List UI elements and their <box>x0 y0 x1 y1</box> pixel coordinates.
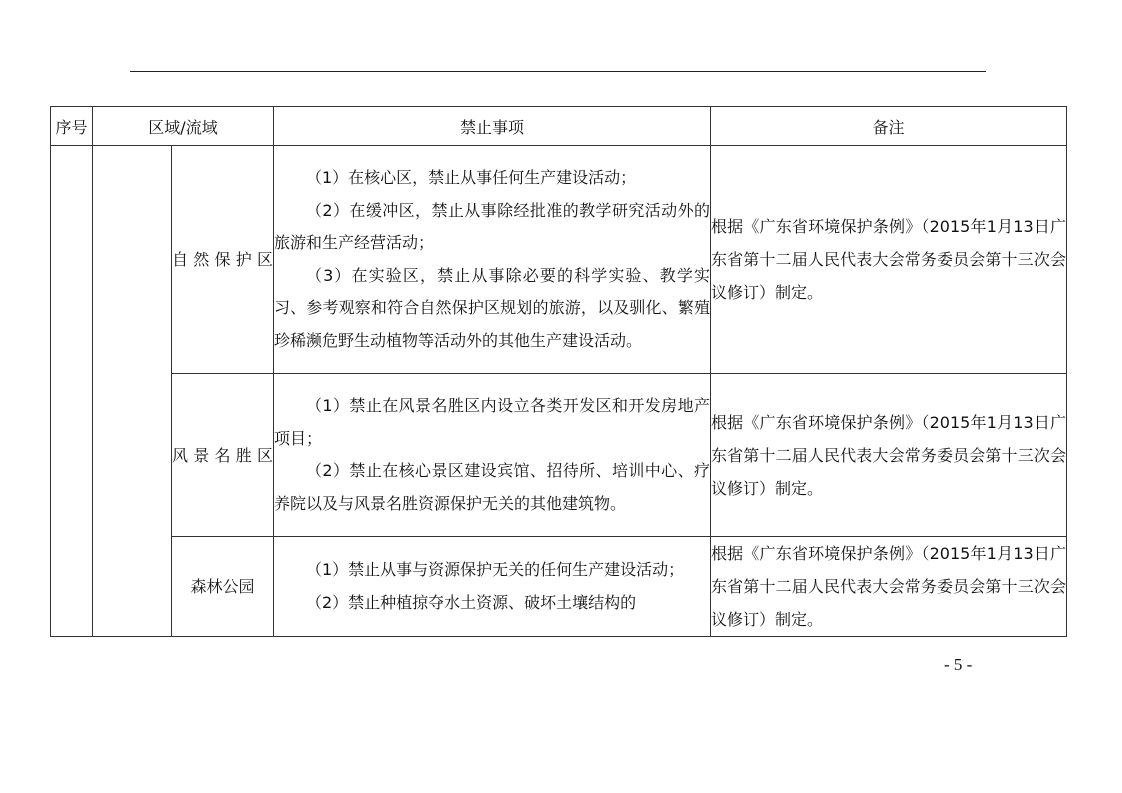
prohibited-item: （1）在核心区，禁止从事任何生产建设活动； <box>306 168 637 187</box>
note-cell: 根据《广东省环境保护条例》（2015年1月13日广东省第十二届人民代表大会常务委员会第十三次会议修订）制定。 <box>711 374 1067 537</box>
prohibited-items-cell <box>274 374 711 537</box>
prohibited-item: （2）在缓冲区，禁止从事除经批准的教学研究活动外的旅游和生产经营活动； <box>274 200 710 252</box>
table-row <box>51 146 1067 374</box>
area-name-cell: 自然保护区 <box>172 146 274 374</box>
page-number: - 5 - <box>944 655 973 674</box>
header-rule <box>130 71 986 72</box>
column-header-prohibited: 禁止事项 <box>274 107 711 146</box>
prohibited-item: （1）禁止从事与资源保护无关的任何生产建设活动； <box>306 560 685 579</box>
prohibited-item: （2）禁止种植掠夺水土资源、破坏土壤结构的 <box>306 592 637 612</box>
seq-cell <box>51 146 93 637</box>
note-cell: 根据《广东省环境保护条例》（2015年1月13日广东省第十二届人民代表大会常务委员会第十三次会议修订）制定。 <box>711 537 1067 637</box>
table-row <box>51 537 1067 637</box>
area-name-cell: 森林公园 <box>172 537 274 637</box>
prohibited-item: （3）在实验区，禁止从事除必要的科学实验、教学实习、参考观察和符合自然保护区规划的旅游，以及驯化、繁殖珍稀濒危野生动植物等活动外的其他生产建设活动。 <box>274 265 710 350</box>
table-header-row <box>51 107 1067 146</box>
area-name-cell: 风景名胜区 <box>172 374 274 537</box>
table-row <box>51 374 1067 537</box>
column-header-notes: 备注 <box>711 107 1067 146</box>
prohibition-table <box>50 106 1067 637</box>
prohibited-items-cell <box>274 146 711 374</box>
note-cell: 根据《广东省环境保护条例》（2015年1月13日广东省第十二届人民代表大会常务委员会第十三次会议修订）制定。 <box>711 146 1067 374</box>
column-header-region: 区域/流域 <box>93 107 274 146</box>
prohibited-item: （2）禁止在核心景区建设宾馆、招待所、培训中心、疗养院以及与风景名胜资源保护无关的其他建筑物。 <box>274 461 710 513</box>
column-header-seq: 序号 <box>51 107 93 146</box>
prohibited-item: （1）禁止在风景名胜区内设立各类开发区和开发房地产项目； <box>274 396 710 448</box>
prohibited-items-cell <box>274 537 711 637</box>
region-category-cell <box>93 146 172 637</box>
